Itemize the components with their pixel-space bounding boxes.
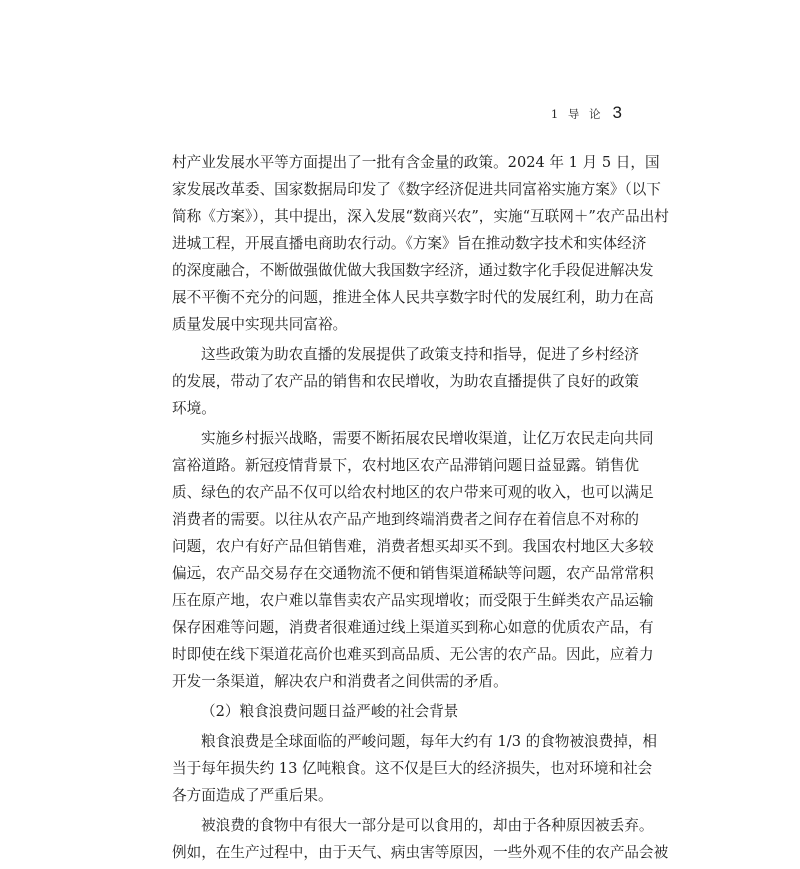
text-line: 质、绿色的农产品不仅可以给农村地区的农户带来可观的收入，也可以满足 [172,484,654,501]
text-line: 展不平衡不充分的问题，推进全体人民共享数字时代的发展红利，助力在高 [172,289,654,306]
paragraph [172,728,657,809]
body-text [172,149,669,869]
text-line: 简称《方案》），其中提出，深入发展“数商兴农”，实施“互联网＋”农产品出村 [172,208,669,225]
text-line: 家发展改革委、国家数据局印发了《数字经济促进共同富裕实施方案》（以下 [172,181,661,198]
text-line: 时即使在线下渠道花高价也难买到高品质、无公害的农产品。因此，应着力 [172,646,654,663]
text-line: 实施乡村振兴战略，需要不断拓展农民增收渠道，让亿万农民走向共同 [201,430,654,447]
text-line: 各方面造成了严重后果。 [172,787,333,804]
paragraph [172,341,640,422]
section-heading [172,698,628,725]
text-line: 问题，农户有好产品但销售难，消费者想买却买不到。我国农村地区大多较 [172,538,654,555]
text-line: 质量发展中实现共同富裕。 [172,316,348,333]
running-header [551,103,622,123]
paragraph [172,149,669,338]
paragraph [172,425,654,695]
text-line: 压在原产地，农户难以靠售卖农产品实现增收；而受限于生鲜类农产品运输 [172,592,654,609]
paragraph [172,812,669,866]
text-line: 消费者的需要。以往从农产品产地到终端消费者之间存在着信息不对称的 [172,511,640,528]
text-line: 的深度融合，不断做强做优做大我国数字经济，通过数字化手段促进解决发 [172,262,654,279]
text-line: 环境。 [172,400,216,417]
text-line: 富裕道路。新冠疫情背景下，农村地区农产品滞销问题日益显露。销售优 [172,457,640,474]
text-line: 的发展，带动了农产品的销售和农民增收，为助农直播提供了良好的政策 [172,373,640,390]
text-line: 当于每年损失约 13 亿吨粮食。这不仅是巨大的经济损失，也对环境和社会 [172,760,653,777]
text-line: 进城工程，开展直播电商助农行动。《方案》旨在推动数字技术和实体经济 [172,235,647,252]
text-line: 粮食浪费是全球面临的严峻问题，每年大约有 1/3 的食物被浪费掉，相 [201,733,657,750]
text-line: 这些政策为助农直播的发展提供了政策支持和指导，促进了乡村经济 [201,346,639,363]
text-line: 被浪费的食物中有很大一部分是可以食用的，却由于各种原因被丢弃。 [201,817,654,834]
text-line: 偏远，农产品交易存在交通物流不便和销售渠道稀缺等问题，农产品常常积 [172,565,654,582]
text-line: 保存困难等问题，消费者很难通过线上渠道买到称心如意的优质农产品，有 [172,619,654,636]
text-line: 例如，在生产过程中，由于天气、病虫害等原因，一些外观不佳的农产品会被 [172,844,669,861]
page-number: 3 [612,103,622,122]
text-line: 开发一条渠道，解决农户和消费者之间供需的矛盾。 [172,673,508,690]
text-line: 村产业发展水平等方面提出了一批有含金量的政策。2024 年 1 月 5 日，国 [172,154,660,171]
chapter-label: 1 导 论 [550,107,604,121]
section-heading-text: （2）粮食浪费问题日益严峻的社会背景 [201,703,459,720]
